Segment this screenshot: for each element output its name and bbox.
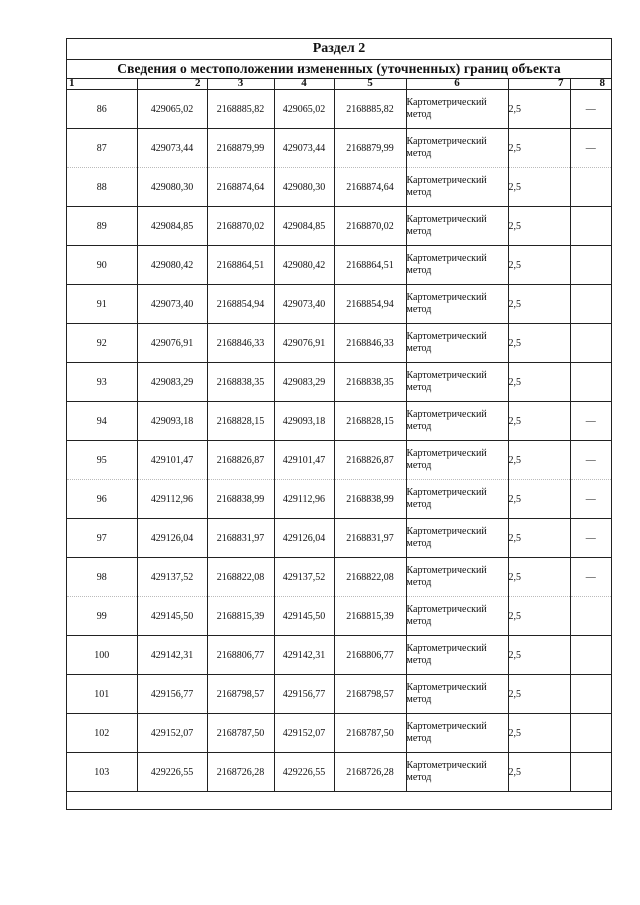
extra-cell [570, 168, 611, 207]
y-existing-cell: 2168806,77 [207, 636, 274, 675]
method-cell [406, 129, 508, 168]
y-existing-cell: 2168885,82 [207, 90, 274, 129]
method-line-1: Картометрический [406, 136, 487, 147]
table-row [67, 90, 611, 129]
x-new-cell: 429152,07 [274, 714, 334, 753]
x-existing-cell: 429083,29 [137, 363, 207, 402]
precision-cell: 2,5 [508, 129, 570, 168]
table-row [67, 480, 611, 519]
x-new-cell: 429080,30 [274, 168, 334, 207]
method-line-1: Картометрический [406, 331, 487, 342]
table-header-row [67, 78, 611, 90]
method-cell [406, 207, 508, 246]
point-number-cell: 89 [67, 207, 137, 246]
precision-cell: 2,5 [508, 324, 570, 363]
precision-cell: 2,5 [508, 90, 570, 129]
x-existing-cell: 429093,18 [137, 402, 207, 441]
x-existing-cell: 429101,47 [137, 441, 207, 480]
x-new-cell: 429093,18 [274, 402, 334, 441]
method-line-1: Картометрический [406, 97, 487, 108]
method-line-2: метод [406, 109, 432, 120]
y-new-cell: 2168846,33 [334, 324, 406, 363]
extra-cell [570, 363, 611, 402]
x-new-cell: 429142,31 [274, 636, 334, 675]
x-existing-cell: 429137,52 [137, 558, 207, 597]
precision-cell: 2,5 [508, 246, 570, 285]
y-existing-cell: 2168846,33 [207, 324, 274, 363]
x-existing-cell: 429065,02 [137, 90, 207, 129]
point-number-cell: 88 [67, 168, 137, 207]
method-cell [406, 519, 508, 558]
method-line-1: Картометрический [406, 760, 487, 771]
method-line-1: Картометрический [406, 565, 487, 576]
point-number-cell: 99 [67, 597, 137, 636]
coordinates-table [67, 78, 611, 792]
point-number-cell: 87 [67, 129, 137, 168]
table-row [67, 636, 611, 675]
x-new-cell: 429126,04 [274, 519, 334, 558]
extra-cell [570, 246, 611, 285]
method-line-2: метод [406, 772, 432, 783]
precision-cell: 2,5 [508, 168, 570, 207]
method-cell [406, 324, 508, 363]
x-new-cell: 429084,85 [274, 207, 334, 246]
y-new-cell: 2168838,35 [334, 363, 406, 402]
y-new-cell: 2168822,08 [334, 558, 406, 597]
method-line-2: метод [406, 499, 432, 510]
method-cell [406, 636, 508, 675]
y-existing-cell: 2168815,39 [207, 597, 274, 636]
extra-cell: — [570, 519, 611, 558]
method-line-2: метод [406, 265, 432, 276]
point-number-cell: 90 [67, 246, 137, 285]
extra-cell [570, 714, 611, 753]
x-existing-cell: 429145,50 [137, 597, 207, 636]
x-new-cell: 429073,40 [274, 285, 334, 324]
y-existing-cell: 2168864,51 [207, 246, 274, 285]
method-line-1: Картометрический [406, 292, 487, 303]
x-new-cell: 429112,96 [274, 480, 334, 519]
method-cell [406, 168, 508, 207]
method-line-1: Картометрический [406, 682, 487, 693]
method-line-2: метод [406, 421, 432, 432]
y-new-cell: 2168815,39 [334, 597, 406, 636]
table-row [67, 753, 611, 792]
y-new-cell: 2168826,87 [334, 441, 406, 480]
point-number-cell: 93 [67, 363, 137, 402]
x-new-cell: 429156,77 [274, 675, 334, 714]
point-number-cell: 96 [67, 480, 137, 519]
extra-cell: — [570, 90, 611, 129]
y-new-cell: 2168874,64 [334, 168, 406, 207]
method-line-1: Картометрический [406, 409, 487, 420]
method-line-2: метод [406, 616, 432, 627]
table-row [67, 324, 611, 363]
method-line-2: метод [406, 226, 432, 237]
point-number-cell: 86 [67, 90, 137, 129]
method-cell [406, 597, 508, 636]
extra-cell: — [570, 402, 611, 441]
column-header: 8 [570, 78, 611, 90]
x-existing-cell: 429076,91 [137, 324, 207, 363]
y-existing-cell: 2168854,94 [207, 285, 274, 324]
precision-cell: 2,5 [508, 363, 570, 402]
table-row [67, 441, 611, 480]
table-row [67, 714, 611, 753]
precision-cell: 2,5 [508, 753, 570, 792]
x-new-cell: 429080,42 [274, 246, 334, 285]
method-line-2: метод [406, 538, 432, 549]
x-existing-cell: 429080,42 [137, 246, 207, 285]
x-new-cell: 429226,55 [274, 753, 334, 792]
method-line-2: метод [406, 148, 432, 159]
x-existing-cell: 429156,77 [137, 675, 207, 714]
y-existing-cell: 2168787,50 [207, 714, 274, 753]
extra-cell [570, 753, 611, 792]
point-number-cell: 100 [67, 636, 137, 675]
x-new-cell: 429083,29 [274, 363, 334, 402]
column-header: 2 [137, 78, 207, 90]
extra-cell: — [570, 129, 611, 168]
table-row [67, 168, 611, 207]
point-number-cell: 98 [67, 558, 137, 597]
x-new-cell: 429065,02 [274, 90, 334, 129]
x-existing-cell: 429152,07 [137, 714, 207, 753]
method-line-1: Картометрический [406, 253, 487, 264]
column-header: 3 [207, 78, 274, 90]
y-existing-cell: 2168870,02 [207, 207, 274, 246]
y-existing-cell: 2168831,97 [207, 519, 274, 558]
point-number-cell: 102 [67, 714, 137, 753]
y-new-cell: 2168864,51 [334, 246, 406, 285]
y-new-cell: 2168806,77 [334, 636, 406, 675]
method-line-2: метод [406, 694, 432, 705]
y-new-cell: 2168885,82 [334, 90, 406, 129]
extra-cell [570, 324, 611, 363]
y-new-cell: 2168726,28 [334, 753, 406, 792]
y-existing-cell: 2168838,99 [207, 480, 274, 519]
method-line-1: Картометрический [406, 643, 487, 654]
x-existing-cell: 429126,04 [137, 519, 207, 558]
extra-cell: — [570, 441, 611, 480]
x-existing-cell: 429073,40 [137, 285, 207, 324]
table-row [67, 402, 611, 441]
y-new-cell: 2168870,02 [334, 207, 406, 246]
y-existing-cell: 2168838,35 [207, 363, 274, 402]
method-line-2: метод [406, 187, 432, 198]
point-number-cell: 97 [67, 519, 137, 558]
method-line-1: Картометрический [406, 604, 487, 615]
column-header: 1 [67, 78, 137, 90]
method-line-1: Картометрический [406, 370, 487, 381]
method-line-2: метод [406, 733, 432, 744]
method-cell [406, 714, 508, 753]
method-cell [406, 402, 508, 441]
y-new-cell: 2168879,99 [334, 129, 406, 168]
table-row [67, 129, 611, 168]
extra-cell [570, 207, 611, 246]
document-sheet [66, 38, 612, 810]
x-existing-cell: 429112,96 [137, 480, 207, 519]
y-new-cell: 2168798,57 [334, 675, 406, 714]
table-row [67, 363, 611, 402]
y-existing-cell: 2168826,87 [207, 441, 274, 480]
point-number-cell: 95 [67, 441, 137, 480]
table-row [67, 246, 611, 285]
precision-cell: 2,5 [508, 519, 570, 558]
y-new-cell: 2168838,99 [334, 480, 406, 519]
section-subtitle: Сведения о местоположении измененных (уточненных) границ объекта [67, 59, 611, 79]
precision-cell: 2,5 [508, 636, 570, 675]
method-line-1: Картометрический [406, 526, 487, 537]
method-line-2: метод [406, 460, 432, 471]
precision-cell: 2,5 [508, 207, 570, 246]
method-cell [406, 675, 508, 714]
y-existing-cell: 2168874,64 [207, 168, 274, 207]
y-new-cell: 2168787,50 [334, 714, 406, 753]
method-line-1: Картометрический [406, 721, 487, 732]
extra-cell [570, 597, 611, 636]
method-line-1: Картометрический [406, 448, 487, 459]
x-new-cell: 429073,44 [274, 129, 334, 168]
precision-cell: 2,5 [508, 675, 570, 714]
precision-cell: 2,5 [508, 480, 570, 519]
table-row [67, 597, 611, 636]
column-header: 5 [334, 78, 406, 90]
x-existing-cell: 429226,55 [137, 753, 207, 792]
y-new-cell: 2168828,15 [334, 402, 406, 441]
extra-cell [570, 675, 611, 714]
precision-cell: 2,5 [508, 402, 570, 441]
column-header: 4 [274, 78, 334, 90]
x-existing-cell: 429084,85 [137, 207, 207, 246]
y-existing-cell: 2168879,99 [207, 129, 274, 168]
method-cell [406, 246, 508, 285]
x-existing-cell: 429073,44 [137, 129, 207, 168]
method-line-2: метод [406, 655, 432, 666]
table-row [67, 285, 611, 324]
section-title: Раздел 2 [67, 39, 611, 60]
point-number-cell: 103 [67, 753, 137, 792]
method-line-2: метод [406, 577, 432, 588]
precision-cell: 2,5 [508, 558, 570, 597]
method-line-2: метод [406, 304, 432, 315]
y-existing-cell: 2168798,57 [207, 675, 274, 714]
y-new-cell: 2168854,94 [334, 285, 406, 324]
method-line-2: метод [406, 382, 432, 393]
method-cell [406, 441, 508, 480]
extra-cell [570, 636, 611, 675]
method-line-2: метод [406, 343, 432, 354]
method-cell [406, 480, 508, 519]
point-number-cell: 91 [67, 285, 137, 324]
y-existing-cell: 2168822,08 [207, 558, 274, 597]
y-new-cell: 2168831,97 [334, 519, 406, 558]
table-row [67, 207, 611, 246]
method-cell [406, 558, 508, 597]
table-row [67, 675, 611, 714]
column-header: 7 [508, 78, 570, 90]
column-header: 6 [406, 78, 508, 90]
y-existing-cell: 2168726,28 [207, 753, 274, 792]
method-line-1: Картометрический [406, 487, 487, 498]
x-new-cell: 429137,52 [274, 558, 334, 597]
extra-cell: — [570, 558, 611, 597]
x-existing-cell: 429142,31 [137, 636, 207, 675]
y-existing-cell: 2168828,15 [207, 402, 274, 441]
point-number-cell: 101 [67, 675, 137, 714]
method-cell [406, 363, 508, 402]
x-new-cell: 429076,91 [274, 324, 334, 363]
method-line-1: Картометрический [406, 214, 487, 225]
point-number-cell: 92 [67, 324, 137, 363]
method-line-1: Картометрический [406, 175, 487, 186]
precision-cell: 2,5 [508, 441, 570, 480]
point-number-cell: 94 [67, 402, 137, 441]
x-new-cell: 429101,47 [274, 441, 334, 480]
x-existing-cell: 429080,30 [137, 168, 207, 207]
method-cell [406, 285, 508, 324]
table-row [67, 519, 611, 558]
method-cell [406, 90, 508, 129]
precision-cell: 2,5 [508, 597, 570, 636]
method-cell [406, 753, 508, 792]
table-row [67, 558, 611, 597]
x-new-cell: 429145,50 [274, 597, 334, 636]
precision-cell: 2,5 [508, 714, 570, 753]
extra-cell [570, 285, 611, 324]
precision-cell: 2,5 [508, 285, 570, 324]
extra-cell: — [570, 480, 611, 519]
